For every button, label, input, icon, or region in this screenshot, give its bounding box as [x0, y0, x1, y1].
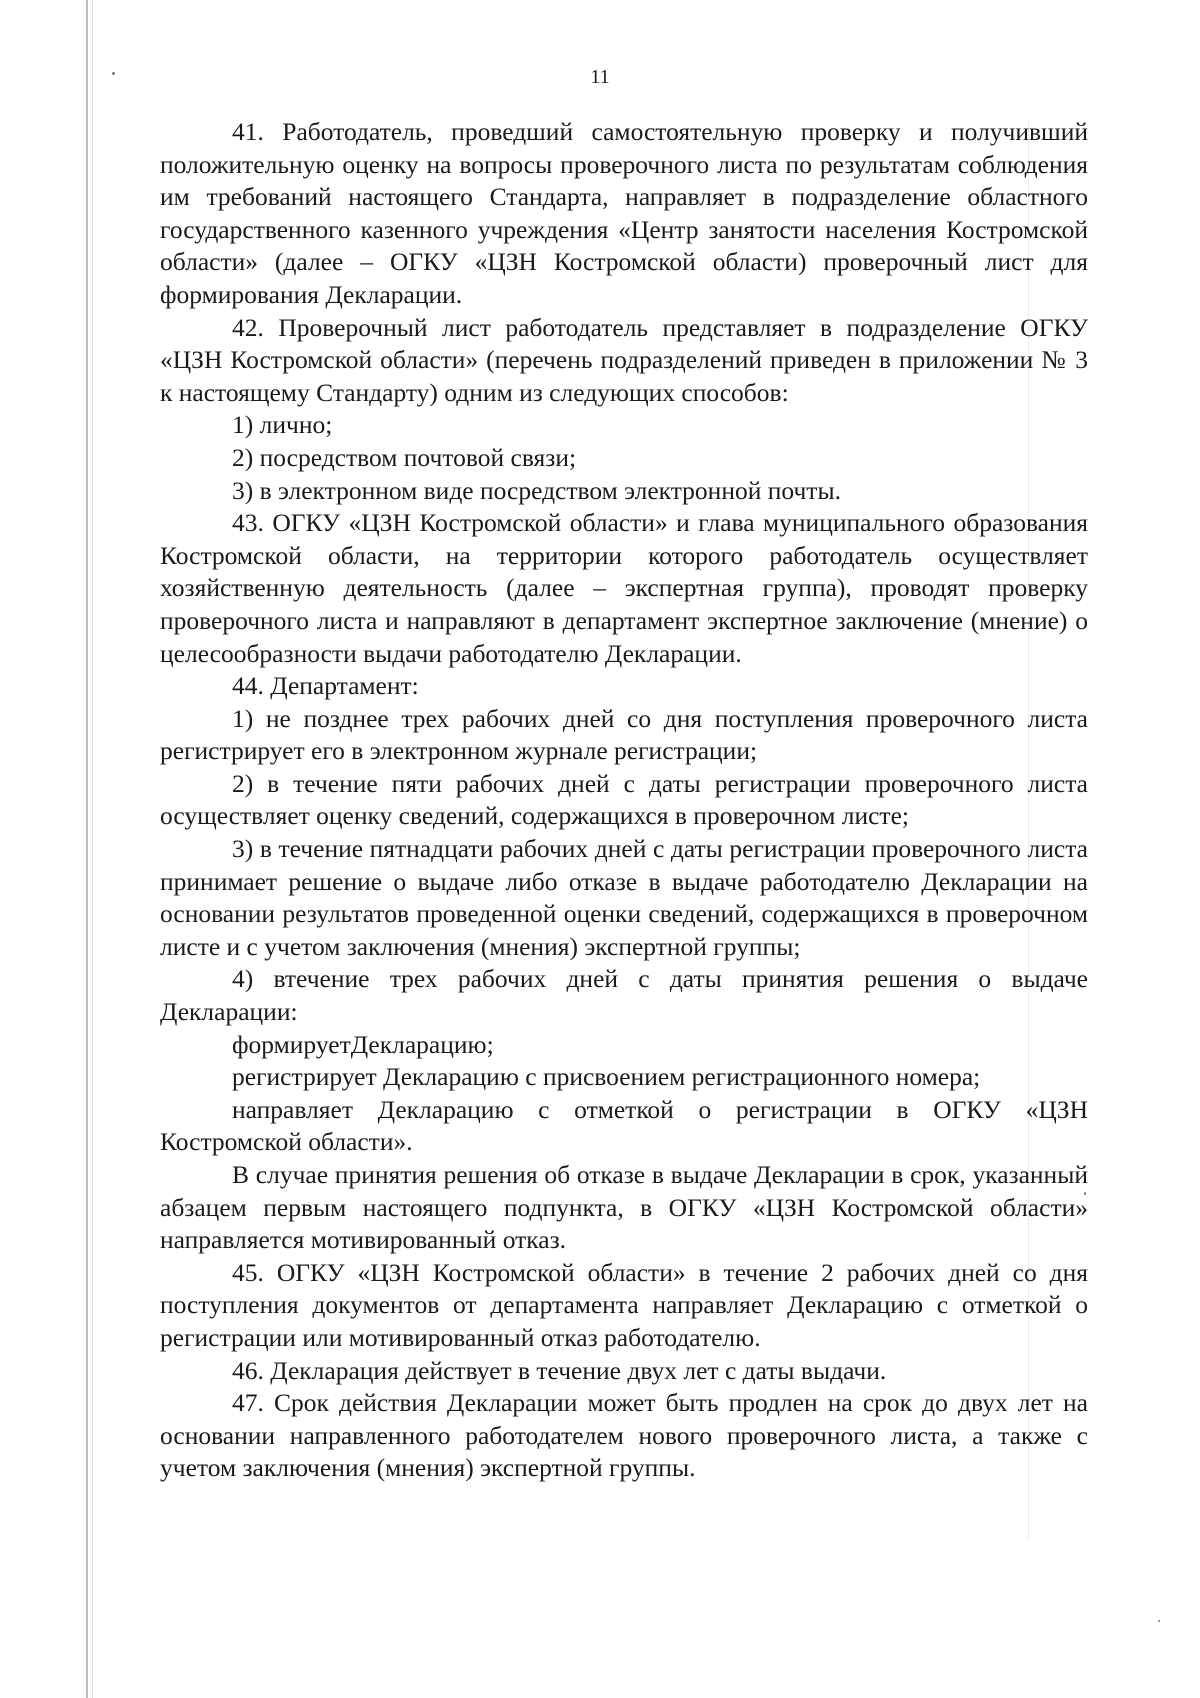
sub-item: направляет Декларацию с отметкой о регистрации в ОГКУ «ЦЗН Костромской области».	[160, 1094, 1088, 1157]
page-number: 11	[590, 66, 610, 88]
paragraph-44: 44. Департамент:	[232, 671, 419, 701]
scan-speck	[1158, 1620, 1160, 1622]
paragraph-refusal: В случае принятия решения об отказе в выдаче Декларации в срок, указанный абзацем первым настоящего подпункта, в ОГКУ «ЦЗН Костромской области» направляется мотивированный отказ.	[160, 1160, 1088, 1255]
list-item: 3) в электронном виде посредством электронной почты.	[232, 475, 841, 505]
sub-item: формируетДекларацию;	[232, 1029, 494, 1059]
list-item: 2) посредством почтовой связи;	[232, 442, 577, 472]
sub-item: регистрирует Декларацию с присвоением регистрационного номера;	[232, 1062, 981, 1092]
paragraph-41: 41. Работодатель, проведший самостоятельную проверку и получивший положительную оценку на вопросы проверочного листа по результатам соблюдения им требований настоящего Стандарта, направляет в подразделение областного государственного казенного учреждения «Центр занятости населения Костромской области» (далее – ОГКУ «ЦЗН Костромской области) проверочный лист для формирования Декларации.	[160, 117, 1088, 309]
scan-edge	[86, 0, 88, 1698]
scan-edge	[92, 0, 93, 1698]
list-item: 4) втечение трех рабочих дней с даты принятия решения о выдаче Декларации:	[160, 964, 1088, 1027]
paragraph-47: 47. Срок действия Декларации может быть продлен на срок до двух лет на основании направленного работодателем нового проверочного листа, а также с учетом заключения (мнения) экспертной группы.	[160, 1388, 1088, 1483]
document-body	[160, 116, 1088, 1485]
paragraph-42: 42. Проверочный лист работодатель представляет в подразделение ОГКУ «ЦЗН Костромской области» (перечень подразделений приведен в приложении № 3 к настоящему Стандарту) одним из следующих способов:	[160, 312, 1088, 407]
paragraph-43: 43. ОГКУ «ЦЗН Костромской области» и глава муниципального образования Костромской области, на территории которого работодатель осуществляет хозяйственную деятельность (далее – экспертная группа), проводят проверку проверочного листа и направляют в департамент экспертное заключение (мнение) о целесообразности выдачи работодателю Декларации.	[160, 508, 1088, 668]
list-item: 3) в течение пятнадцати рабочих дней с даты регистрации проверочного листа принимает решение о выдаче либо отказе в выдаче работодателю Декларации на основании результатов проведенной оценки сведений, содержащихся в проверочном листе и с учетом заключения (мнения) экспертной группы;	[160, 834, 1088, 961]
list-item: 1) лично;	[232, 410, 333, 440]
paragraph-45: 45. ОГКУ «ЦЗН Костромской области» в течение 2 рабочих дней со дня поступления документов от департамента направляет Декларацию с отметкой о регистрации или мотивированный отказ работодателю.	[160, 1257, 1088, 1352]
list-item: 1) не позднее трех рабочих дней со дня поступления проверочного листа регистрирует его в электронном журнале регистрации;	[160, 703, 1088, 766]
paragraph-46: 46. Декларация действует в течение двух лет с даты выдачи.	[232, 1355, 887, 1385]
list-item: 2) в течение пяти рабочих дней с даты регистрации проверочного листа осуществляет оценку сведений, содержащихся в проверочном листе;	[160, 768, 1088, 831]
